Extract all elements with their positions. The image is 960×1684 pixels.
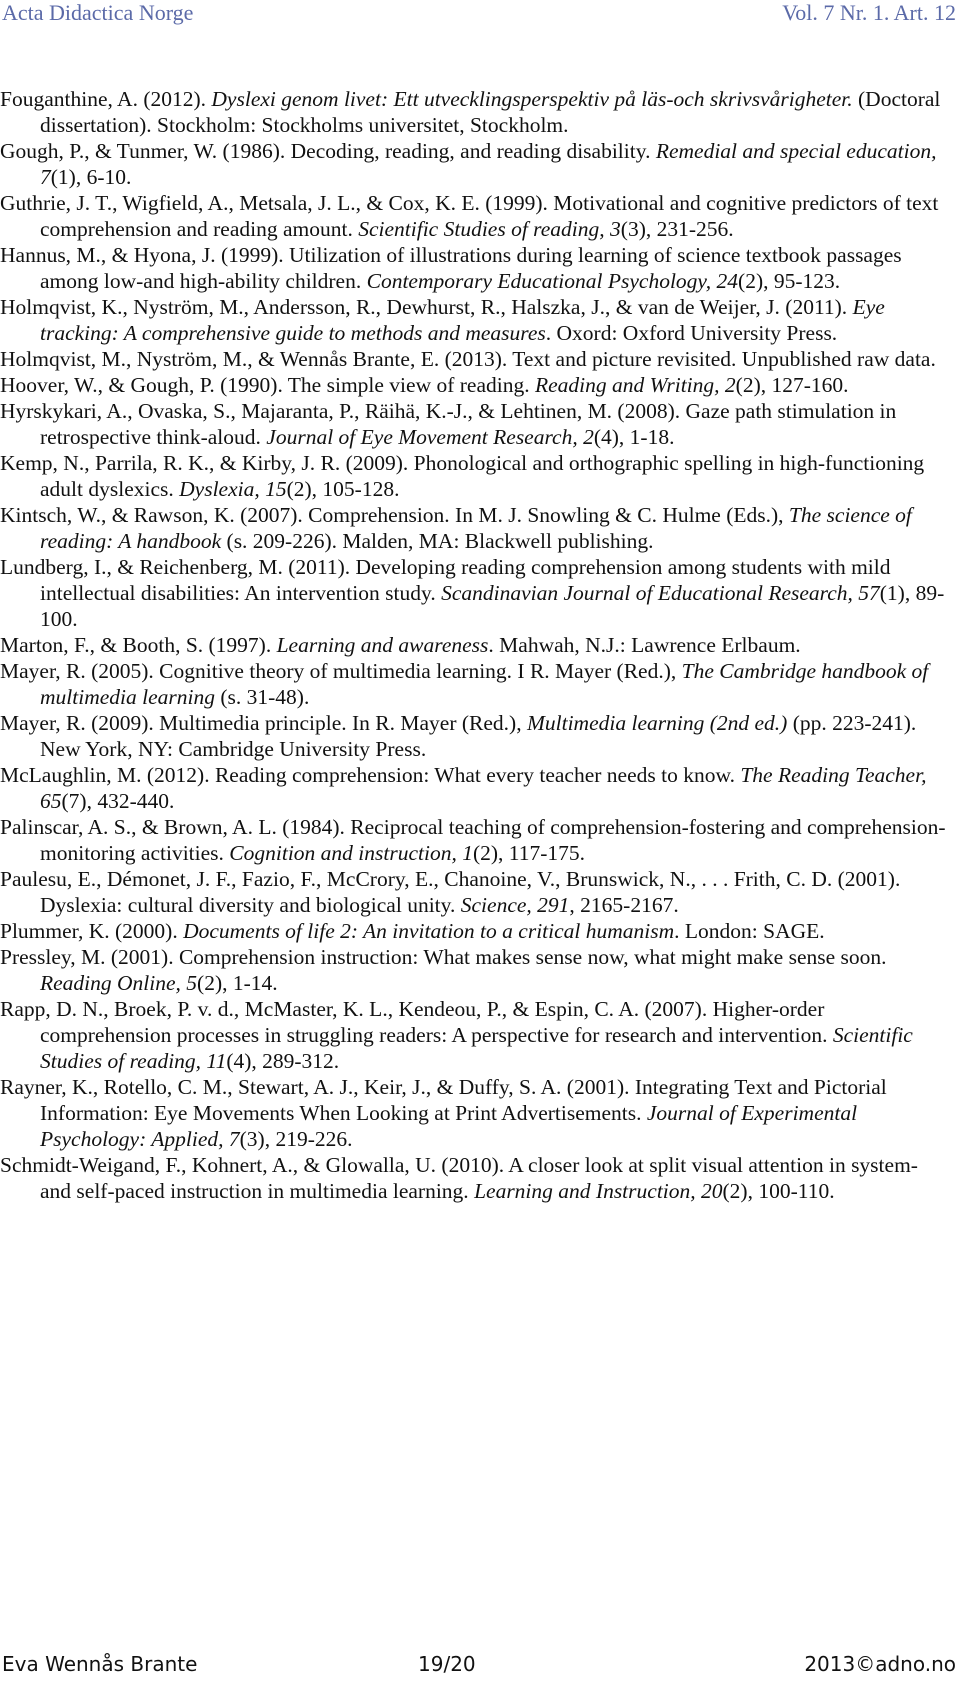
reference-text: Hoover, W., & Gough, P. (1990). The simple view of reading. [0, 373, 535, 397]
reference-text: Guthrie, J. T., Wigfield, A., Metsala, J. L., & Cox, K. E. (1999). Motivational and cognitive predictors of text comprehension and reading amount. [0, 191, 939, 241]
volume-info: Vol. 7 Nr. 1. Art. 12 [782, 0, 956, 25]
reference-text: (pp. 223-241). New York, NY: Cambridge University Press. [40, 711, 917, 761]
reference-text: Kemp, N., Parrila, R. K., & Kirby, J. R. (2009). Phonological and orthographic spelling in high-functioning adult dyslexics. [0, 451, 925, 501]
reference-text: (4), 289-312. [226, 1049, 340, 1073]
reference-text: (2), 127-160. [735, 373, 849, 397]
reference-entry [0, 710, 948, 762]
reference-entry [0, 1074, 948, 1152]
reference-source: Learning and Instruction, 20 [474, 1179, 723, 1203]
reference-source: Multimedia learning (2nd ed.) [526, 711, 788, 735]
reference-source: Scientific Studies of reading, 11 [40, 1023, 913, 1073]
reference-text: (2), 95-123. [738, 269, 841, 293]
page-header [0, 0, 960, 30]
reference-text: Rapp, D. N., Broek, P. v. d., McMaster, K. L., Kendeou, P., & Espin, C. A. (2007). Higher-order comprehension processes in struggling readers: A perspective for research and intervention. [0, 997, 833, 1047]
reference-entry [0, 762, 948, 814]
reference-source: Contemporary Educational Psychology, 24 [366, 269, 739, 293]
reference-text: (s. 31-48). [214, 685, 310, 709]
reference-source: Eye tracking: A comprehensive guide to methods and measures [40, 295, 885, 345]
reference-source: Learning and awareness [276, 633, 489, 657]
reference-entry [0, 372, 948, 398]
reference-text: Gough, P., & Tunmer, W. (1986). Decoding, reading, and reading disability. [0, 139, 656, 163]
reference-source: Remedial and special education, 7 [40, 139, 937, 189]
reference-text: (Doctoral dissertation). Stockholm: Stockholms universitet, Stockholm. [40, 87, 941, 137]
reference-entry [0, 86, 948, 138]
reference-entry [0, 944, 948, 996]
reference-source: The science of reading: A handbook [40, 503, 912, 553]
reference-text: Paulesu, E., Démonet, J. F., Fazio, F., McCrory, E., Chanoine, V., Brunswick, N., . . . Frith, C. D. (2001). Dyslexia: cultural diversity and biological unity. [0, 867, 901, 917]
reference-text: (2), 105-128. [286, 477, 400, 501]
reference-text: Hyrskykari, A., Ovaska, S., Majaranta, P., Räihä, K.-J., & Lehtinen, M. (2008). Gaze path stimulation in retrospective think-aloud. [0, 399, 897, 449]
reference-text: (2), 117-175. [472, 841, 586, 865]
reference-text: Pressley, M. (2001). Comprehension instruction: What makes sense now, what might make sense soon. [0, 945, 887, 969]
reference-text: (3), 219-226. [239, 1127, 353, 1151]
reference-source: Scientific Studies of reading, 3 [358, 217, 621, 241]
page-number: 19/20 [418, 1652, 476, 1676]
reference-text: (1), 89-100. [40, 581, 945, 631]
reference-text: . Oxord: Oxford University Press. [545, 321, 838, 345]
reference-text: Lundberg, I., & Reichenberg, M. (2011). Developing reading comprehension among students with mild intellectual disabilities: An intervention study. [0, 555, 891, 605]
reference-entry [0, 632, 948, 658]
reference-text: Plummer, K. (2000). [0, 919, 184, 943]
reference-text: (s. 209-226). Malden, MA: Blackwell publishing. [221, 529, 654, 553]
reference-text: . Mahwah, N.J.: Lawrence Erlbaum. [488, 633, 801, 657]
reference-entry [0, 996, 948, 1074]
page-footer [0, 1652, 960, 1682]
reference-entry [0, 502, 948, 554]
reference-entry [0, 294, 948, 346]
reference-source: Scandinavian Journal of Educational Research, 57 [441, 581, 880, 605]
reference-text: Holmqvist, M., Nyström, M., & Wennås Brante, E. (2013). Text and picture revisited. Unpublished raw data. [0, 347, 936, 371]
reference-entry [0, 1152, 948, 1204]
reference-entry [0, 658, 948, 710]
reference-entry [0, 346, 948, 372]
reference-text: (2), 1-14. [197, 971, 278, 995]
reference-entry [0, 242, 948, 294]
reference-source: The Cambridge handbook of multimedia learning [40, 659, 929, 709]
reference-entry [0, 918, 948, 944]
reference-source: Documents of life 2: An invitation to a critical humanism [183, 919, 675, 943]
reference-source: Science, 291 [460, 893, 570, 917]
reference-entry [0, 450, 948, 502]
reference-entry [0, 190, 948, 242]
reference-text: Kintsch, W., & Rawson, K. (2007). Comprehension. In M. J. Snowling & C. Hulme (Eds.), [0, 503, 789, 527]
reference-source: The Reading Teacher, 65 [40, 763, 927, 813]
reference-text: Schmidt-Weigand, F., Kohnert, A., & Glowalla, U. (2010). A closer look at split visual attention in system-and self-paced instruction in multimedia learning. [0, 1153, 918, 1203]
reference-text: (7), 432-440. [61, 789, 175, 813]
reference-source: Journal of Eye Movement Research, 2 [266, 425, 594, 449]
reference-source: Dyslexi genom livet: Ett utvecklingsperspektiv på läs-och skrivsvårigheter. [211, 87, 853, 111]
reference-text: (2), 100-110. [722, 1179, 835, 1203]
footer-author: Eva Wennås Brante [2, 1652, 198, 1676]
reference-entry [0, 398, 948, 450]
reference-text: . London: SAGE. [674, 919, 825, 943]
reference-text: , 2165-2167. [569, 893, 679, 917]
reference-text: (4), 1-18. [593, 425, 675, 449]
reference-text: McLaughlin, M. (2012). Reading comprehension: What every teacher needs to know. [0, 763, 741, 787]
reference-entry [0, 814, 948, 866]
journal-title: Acta Didactica Norge [2, 0, 194, 25]
footer-copyright: 2013©adno.no [804, 1652, 956, 1676]
reference-text: Fouganthine, A. (2012). [0, 87, 212, 111]
reference-text: Holmqvist, K., Nyström, M., Andersson, R., Dewhurst, R., Halszka, J., & van de Weijer, J. (2011). [0, 295, 853, 319]
reference-source: Cognition and instruction, 1 [229, 841, 473, 865]
reference-list [0, 86, 948, 1204]
reference-text: Hannus, M., & Hyona, J. (1999). Utilization of illustrations during learning of science textbook passages among low-and high-ability children. [0, 243, 902, 293]
reference-text: (1), 6-10. [50, 165, 132, 189]
reference-source: Dyslexia, 15 [179, 477, 287, 501]
reference-source: Journal of Experimental Psychology: Applied, 7 [40, 1101, 858, 1151]
reference-text: (3), 231-256. [620, 217, 734, 241]
reference-source: Reading and Writing, 2 [534, 373, 736, 397]
reference-text: Palinscar, A. S., & Brown, A. L. (1984). Reciprocal teaching of comprehension-fostering and comprehension-monitoring activities. [0, 815, 946, 865]
reference-text: Mayer, R. (2005). Cognitive theory of multimedia learning. I R. Mayer (Red.), [0, 659, 682, 683]
reference-entry [0, 554, 948, 632]
reference-entry [0, 138, 948, 190]
reference-text: Marton, F., & Booth, S. (1997). [0, 633, 277, 657]
reference-source: Reading Online, 5 [40, 971, 198, 995]
reference-text: Rayner, K., Rotello, C. M., Stewart, A. J., Keir, J., & Duffy, S. A. (2001). Integrating Text and Pictorial Information: Eye Movements When Looking at Print Advertisements. [0, 1075, 887, 1125]
reference-text: Mayer, R. (2009). Multimedia principle. In R. Mayer (Red.), [0, 711, 527, 735]
reference-entry [0, 866, 948, 918]
